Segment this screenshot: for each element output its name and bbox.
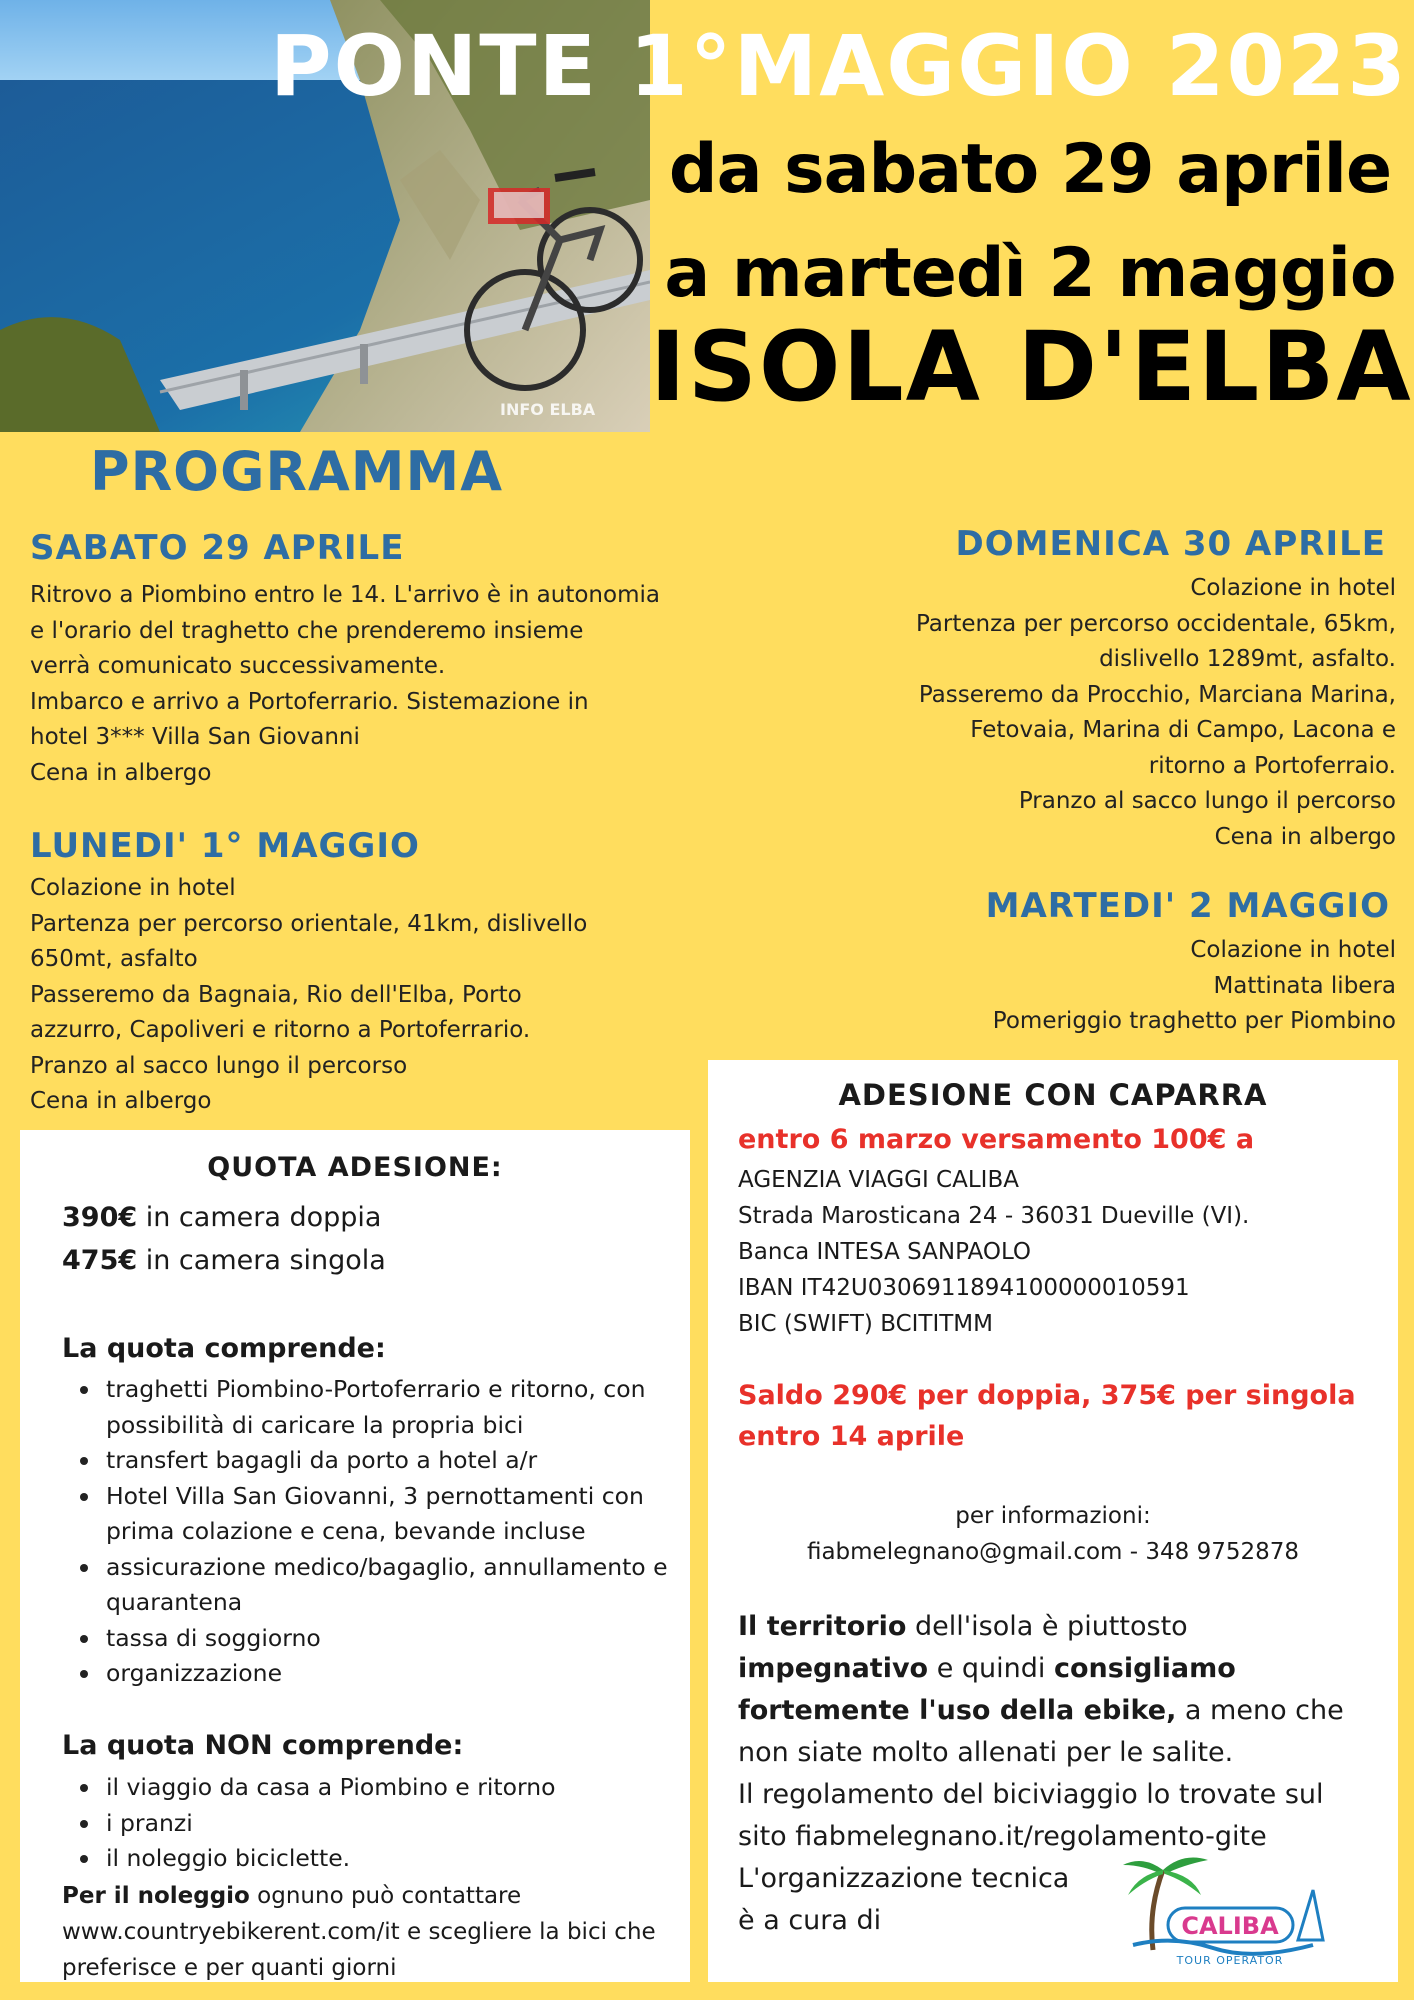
t1-bold: Il territorio <box>738 1611 907 1642</box>
quota-title: QUOTA ADESIONE: <box>207 1152 503 1183</box>
day-text-domenica <box>916 571 1396 855</box>
agency-address: Strada Marosticana 24 - 36031 Dueville (VI). <box>738 1203 1250 1229</box>
deposit-deadline: entro 6 marzo versamento 100€ a <box>738 1124 1255 1155</box>
org-line-2: è a cura di <box>738 1905 882 1936</box>
list-item: transfert bagagli da porto a hotel a/r <box>106 1443 696 1479</box>
price-single-amount: 475€ <box>62 1245 138 1276</box>
day-line: Partenza per percorso orientale, 41km, dislivello <box>30 910 588 937</box>
includes-list <box>62 1372 696 1692</box>
date-line-1: da sabato 29 aprile <box>668 130 1392 209</box>
org-line-1: L'organizzazione tecnica <box>738 1863 1070 1894</box>
excludes-list <box>62 1770 696 1877</box>
day-line: Partenza per percorso occidentale, 65km, <box>915 610 1396 637</box>
noleggio-bold: Per il noleggio <box>62 1883 250 1909</box>
day-text-martedi <box>993 933 1396 1040</box>
adesione-card <box>708 1060 1398 1982</box>
day-line: 650mt, asfalto <box>30 946 198 972</box>
day-line: dislivello 1289mt, asfalto. <box>1099 646 1396 672</box>
info-label: per informazioni: <box>955 1503 1151 1529</box>
day-line: Pomeriggio traghetto per Piombino <box>992 1008 1396 1034</box>
caliba-logo <box>1113 1850 1343 1970</box>
t3-bold: consigliamo fortemente l'uso della ebike, <box>738 1653 1236 1726</box>
saldo-line-1: Saldo 290€ per doppia, 375€ per singola <box>738 1380 1356 1411</box>
day-line: Cena in albergo <box>1214 823 1396 850</box>
price-double <box>62 1202 381 1233</box>
noleggio-note <box>62 1878 702 1986</box>
price-single-label: in camera singola <box>137 1245 386 1276</box>
day-line: hotel 3*** Villa San Giovanni <box>30 724 360 750</box>
day-title-martedi: MARTEDI' 2 MAGGIO <box>985 886 1390 926</box>
price-single <box>62 1245 386 1276</box>
day-line: Mattinata libera <box>1213 972 1396 999</box>
day-line: Pranzo al sacco lungo il percorso <box>1018 788 1396 814</box>
list-item: assicurazione medico/bagaglio, annullamento e quarantena <box>106 1550 696 1621</box>
date-line-2: a martedì 2 maggio <box>664 234 1396 313</box>
day-title-domenica: DOMENICA 30 APRILE <box>955 524 1386 564</box>
day-line: Cena in albergo <box>30 1088 212 1114</box>
list-item: Hotel Villa San Giovanni, 3 pernottamenti con prima colazione e cena, bevande incluse <box>106 1479 696 1550</box>
day-line: Passeremo da Procchio, Marciana Marina, <box>918 681 1396 708</box>
noleggio-text: ognuno può contattare www.countryebikerent.com/it e scegliere la bici che preferisce e per quanti giorni <box>62 1883 656 1981</box>
t2-text: e quindi <box>928 1653 1054 1684</box>
day-title-sabato: SABATO 29 APRILE <box>30 528 405 568</box>
day-line: Pranzo al sacco lungo il percorso <box>30 1052 408 1079</box>
iban: IBAN IT42U0306911894100000010591 <box>738 1275 1190 1301</box>
list-item: i pranzi <box>106 1806 696 1842</box>
t1-text: dell'isola è piuttosto <box>906 1611 1188 1642</box>
day-line: azzurro, Capoliveri e ritorno a Portoferrario. <box>30 1017 531 1043</box>
saldo-line-2: entro 14 aprile <box>738 1421 965 1452</box>
list-item: organizzazione <box>106 1656 696 1692</box>
logo-name: CALIBA <box>1181 1912 1279 1940</box>
day-line: Colazione in hotel <box>1190 937 1396 963</box>
day-text-sabato <box>30 578 660 791</box>
day-line: Fetovaia, Marina di Campo, Lacona e <box>970 717 1396 743</box>
day-line: Ritrovo a Piombino entro le 14. L'arrivo è in autonomia <box>30 582 660 608</box>
event-dates <box>660 118 1400 326</box>
bank-name: Banca INTESA SANPAOLO <box>738 1239 1032 1265</box>
agency-name: AGENZIA VIAGGI CALIBA <box>738 1167 1019 1193</box>
info-contact: fiabmelegnano@gmail.com - 348 9752878 <box>806 1539 1300 1565</box>
quota-card <box>20 1130 690 1982</box>
excludes-title: La quota NON comprende: <box>62 1730 464 1761</box>
day-line: Colazione in hotel <box>30 875 236 901</box>
list-item: traghetti Piombino-Portoferrario e ritorno, con possibilità di caricare la propria bici <box>106 1372 696 1443</box>
list-item: il noleggio biciclette. <box>106 1841 696 1877</box>
adesione-title: ADESIONE CON CAPARRA <box>838 1078 1268 1112</box>
bic: BIC (SWIFT) BCITITMM <box>738 1311 993 1337</box>
day-line: e l'orario del traghetto che prenderemo insieme <box>30 617 584 644</box>
logo-tagline: TOUR OPERATOR <box>1176 1954 1284 1967</box>
t3-text: a meno che non siate molto allenati per le salite. <box>738 1695 1344 1768</box>
list-item: il viaggio da casa a Piombino e ritorno <box>106 1770 696 1806</box>
day-line: verrà comunicato successivamente. <box>30 653 446 679</box>
price-double-amount: 390€ <box>62 1202 138 1233</box>
event-headline: PONTE 1°MAGGIO 2023 <box>270 17 1408 115</box>
photo-watermark: INFO ELBA <box>500 400 596 419</box>
regolamento-text: Il regolamento del biciviaggio lo trovate sul sito fiabmelegnano.it/regolamento-gite <box>738 1779 1324 1852</box>
destination-title: ISOLA D'ELBA <box>650 311 1413 423</box>
programma-title: PROGRAMMA <box>90 440 504 503</box>
day-line: Cena in albergo <box>30 759 212 786</box>
price-double-label: in camera doppia <box>137 1202 382 1233</box>
t2-bold: impegnativo <box>738 1653 929 1684</box>
list-item: tassa di soggiorno <box>106 1621 696 1657</box>
includes-title: La quota comprende: <box>62 1333 386 1364</box>
day-line: ritorno a Portoferraio. <box>1148 752 1396 779</box>
day-text-lunedi <box>30 871 587 1120</box>
palm-logo-icon <box>1113 1850 1343 1970</box>
day-line: Colazione in hotel <box>1190 575 1396 601</box>
day-title-lunedi: LUNEDI' 1° MAGGIO <box>30 826 420 866</box>
day-line: Imbarco e arrivo a Portoferrario. Sistemazione in <box>30 688 589 715</box>
day-line: Passeremo da Bagnaia, Rio dell'Elba, Porto <box>30 981 522 1008</box>
